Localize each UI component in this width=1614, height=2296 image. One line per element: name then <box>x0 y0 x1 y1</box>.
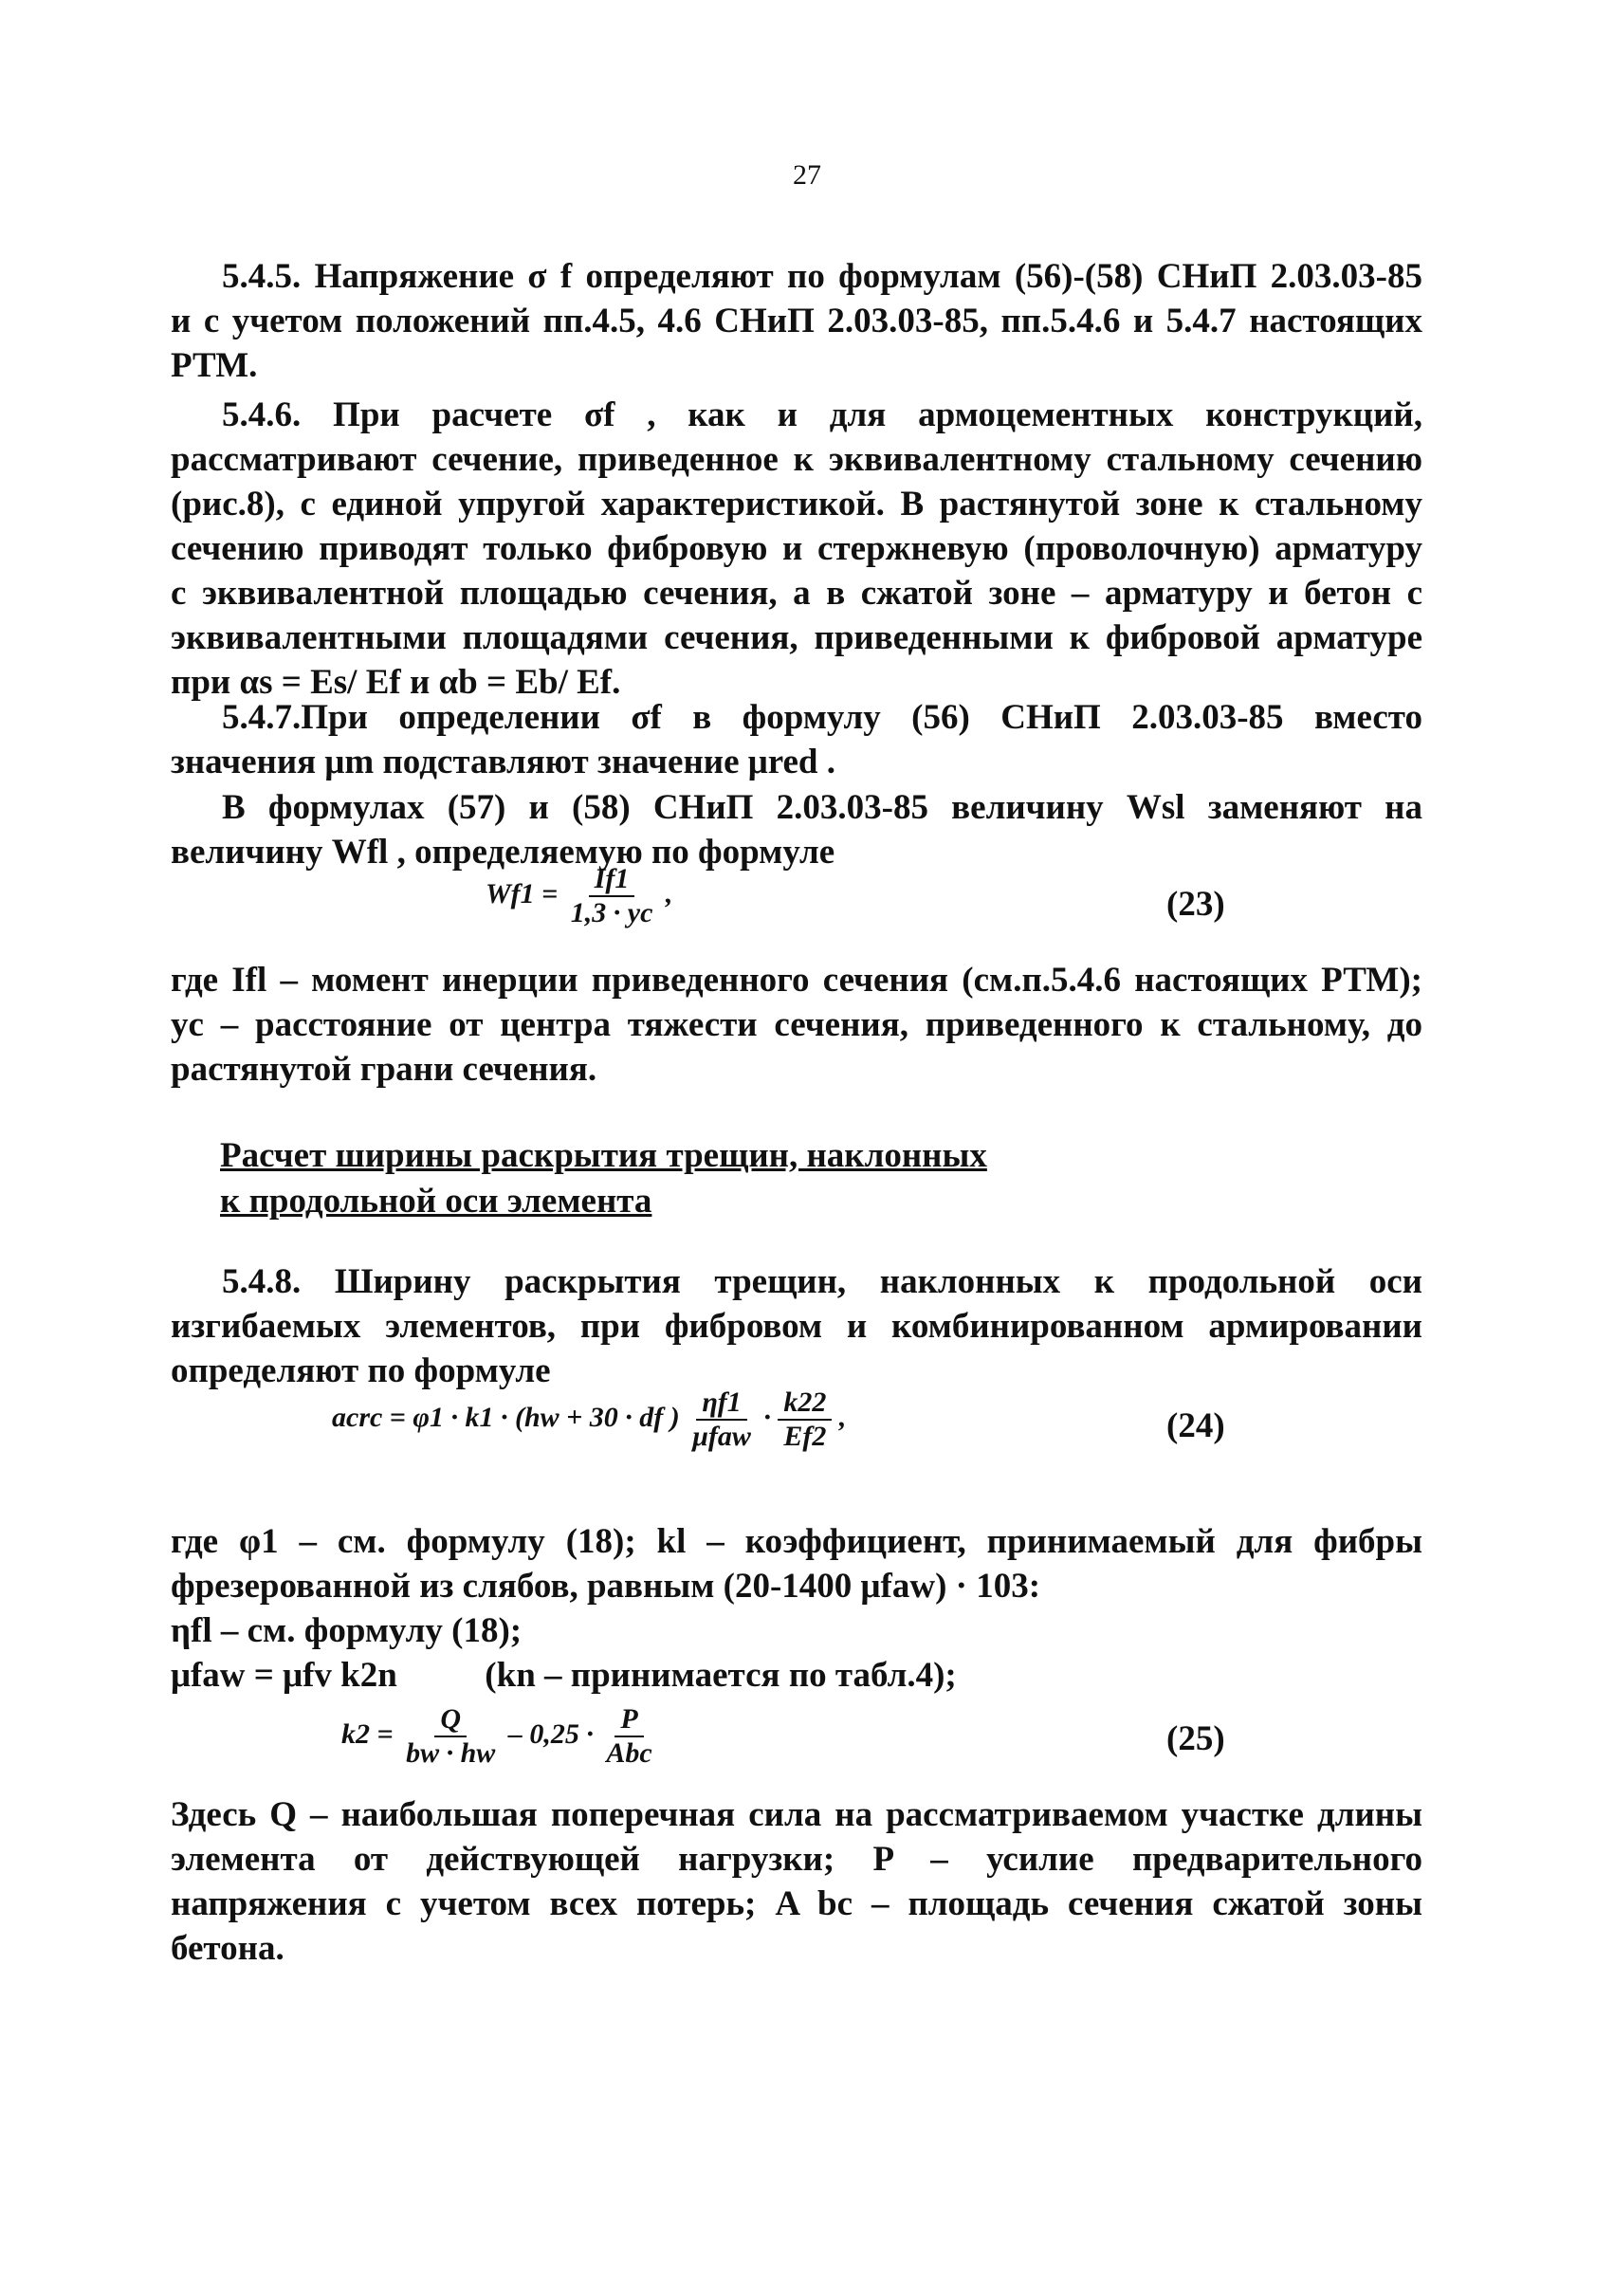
formula-23 <box>486 863 672 929</box>
formula-24 <box>332 1387 846 1453</box>
text-line: (рис.8), с единой упругой характеристикой. В растянутой зоне к стальному <box>171 485 1422 523</box>
heading-line: Расчет ширины раскрытия трещин, наклонных <box>220 1136 987 1175</box>
text-line: эквивалентными площадями сечения, приведенными к фибровой арматуре <box>171 618 1422 657</box>
fraction-numerator: ηf1 <box>696 1387 746 1421</box>
text-line: 5.4.6. При расчете σf , как и для армоцементных конструкций, <box>222 395 1422 434</box>
text-line: и с учетом положений пп.4.5, 4.6 СНиП 2.03.03-85, пп.5.4.6 и 5.4.7 настоящих <box>171 302 1422 340</box>
text-line: фрезерованной из слябов, равным (20-1400 μfaw) · 103: <box>171 1567 1041 1606</box>
section-heading <box>220 1133 987 1224</box>
paragraph-where-phi <box>171 1519 1422 1698</box>
text-line: где Ifl – момент инерции приведенного сечения (см.п.5.4.6 настоящих РТМ); <box>171 961 1422 1000</box>
text-line: 5.4.7.При определении σf в формулу (56) СНиП 2.03.03-85 вместо <box>222 698 1422 737</box>
text-line: бетона. <box>171 1929 284 1968</box>
fraction-denominator: Abc <box>606 1737 652 1769</box>
formula-fraction <box>687 1387 757 1453</box>
text-line: Здесь Q – наибольшая поперечная сила на рассматриваемом участке длины <box>171 1795 1422 1834</box>
equation-number-24: (24) <box>1166 1406 1225 1445</box>
heading-line: к продольной оси элемента <box>220 1182 652 1221</box>
paragraph-where-ifl <box>171 958 1422 1092</box>
text-line: ηfl – см. формулу (18); <box>171 1611 523 1650</box>
text-line: изгибаемых элементов, при фибровом и комбинированном армировании <box>171 1307 1422 1346</box>
text-line: 5.4.8. Ширину раскрытия трещин, наклонных к продольной оси <box>222 1262 1422 1301</box>
text-line: 5.4.5. Напряжение σ f определяют по формулам (56)-(58) СНиП 2.03.03-85 <box>222 257 1422 296</box>
fraction-numerator: Q <box>434 1703 467 1737</box>
text-line: где φ1 – см. формулу (18); kl – коэффициент, принимаемый для фибры <box>171 1522 1422 1561</box>
equation-number-23: (23) <box>1166 885 1225 924</box>
text-line: рассматривают сечение, приведенное к эквивалентному стальному сечению <box>171 440 1422 479</box>
text-line: элемента от действующей нагрузки; P – усилие предварительного <box>171 1840 1422 1879</box>
paragraph-5-4-8 <box>171 1259 1422 1393</box>
text-line: величину Wfl , определяемую по формуле <box>171 833 835 872</box>
text-line: напряжения с учетом всех потерь; A bc – площадь сечения сжатой зоны <box>171 1884 1422 1923</box>
formula-tail: , <box>838 1401 847 1433</box>
text-line: при αs = Es/ Ef и αb = Eb/ Ef. <box>171 663 621 702</box>
formula-fraction <box>778 1387 832 1453</box>
fraction-denominator: 1,3 · yc <box>570 897 653 928</box>
formula-operator: · <box>763 1401 771 1433</box>
text-line: сечению приводят только фибровую и стержневую (проволочную) арматуру <box>171 529 1422 568</box>
formula-operator: – 0,25 · <box>507 1717 594 1750</box>
text-line: определяют по формуле <box>171 1351 551 1390</box>
formula-lhs: k2 = <box>341 1717 394 1750</box>
text-line: с эквивалентной площадью сечения, а в сжатой зоне – арматуру и бетон с <box>171 574 1422 613</box>
text-line: РТМ. <box>171 346 258 385</box>
page-number: 27 <box>793 159 821 191</box>
equation-number-25: (25) <box>1166 1719 1225 1758</box>
formula-fraction <box>565 863 659 929</box>
formula-fraction <box>600 1703 657 1770</box>
fraction-denominator: Ef2 <box>783 1421 827 1452</box>
fraction-numerator: If1 <box>589 863 635 897</box>
formula-lhs: Wf1 = <box>486 877 559 909</box>
text-line: значения μm подставляют значение μred . <box>171 743 835 781</box>
paragraph-5-4-6 <box>171 393 1422 705</box>
formula-fraction <box>400 1703 501 1770</box>
formula-tail: , <box>665 877 673 909</box>
paragraph-5-4-5 <box>171 254 1422 388</box>
formula-lhs: acrc = φ1 · k1 · (hw + 30 · df ) <box>332 1401 680 1433</box>
paragraph-where-q <box>171 1792 1422 1971</box>
text-line: μfaw = μfv k2n (kn – принимается по табл.4); <box>171 1656 957 1695</box>
fraction-numerator: k22 <box>778 1387 832 1421</box>
fraction-denominator: bw · hw <box>406 1737 496 1769</box>
text-line: yc – расстояние от центра тяжести сечения, приведенного к стальному, до <box>171 1005 1422 1044</box>
fraction-denominator: μfaw <box>692 1421 751 1452</box>
text-line: растянутой грани сечения. <box>171 1050 597 1089</box>
fraction-numerator: P <box>614 1703 643 1737</box>
text-line: В формулах (57) и (58) СНиП 2.03.03-85 величину Wsl заменяют на <box>222 788 1422 827</box>
formula-25 <box>341 1703 658 1770</box>
paragraph-5-4-7 <box>171 695 1422 784</box>
paragraph-formulas-57-58 <box>171 785 1422 874</box>
